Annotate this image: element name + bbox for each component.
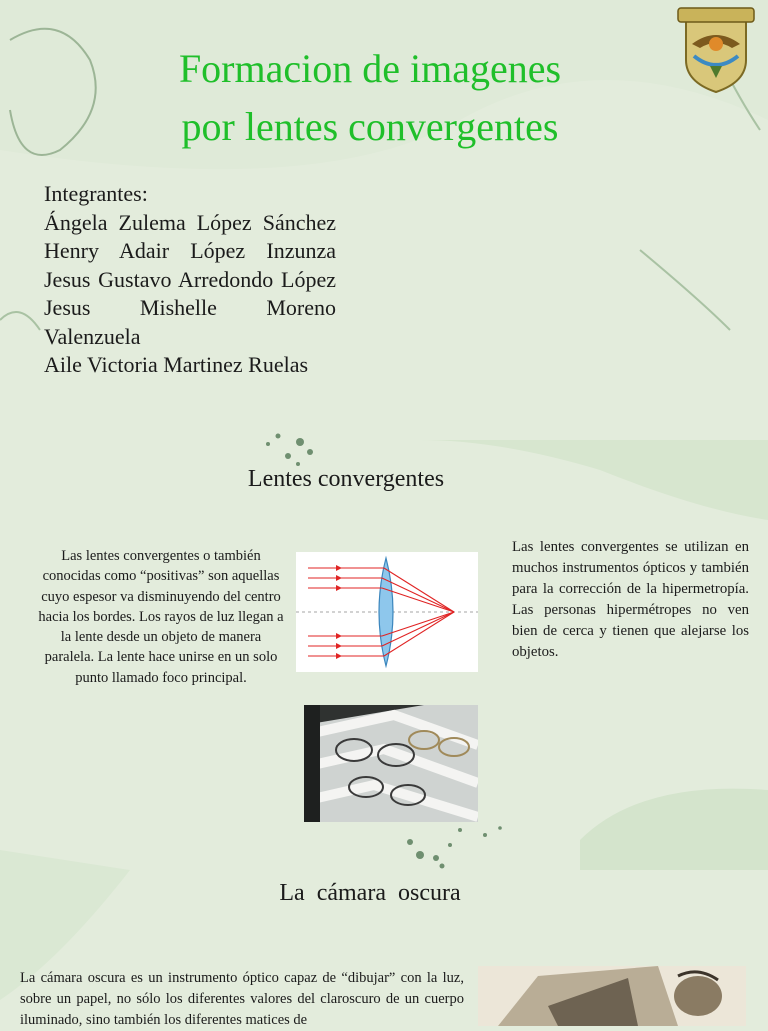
member-name: Henry Adair López Inzunza bbox=[44, 238, 336, 263]
title-line-2: por lentes convergentes bbox=[181, 104, 559, 149]
title-line-1: Formacion de imagenes bbox=[178, 46, 562, 91]
members-heading: Integrantes: bbox=[44, 181, 148, 206]
camera-obscura-illustration bbox=[478, 966, 746, 1026]
section-heading-lentes: Lentes convergentes bbox=[247, 466, 445, 492]
university-crest-icon bbox=[672, 4, 760, 94]
camera-obscura-paragraph: La cámara oscura es un instrumento óptico capaz de “dibujar” con la luz, sobre un papel, no sólo los diferentes valores del claroscuro de un cuerpo iluminado, sino también los diferentes matices de bbox=[20, 970, 464, 1028]
member-name: Ángela Zulema López Sánchez bbox=[44, 209, 336, 235]
converging-lens-diagram bbox=[296, 552, 478, 672]
member-name: Jesus Mishelle Moreno Valenzuela bbox=[44, 295, 336, 349]
section-heading-camara: La cámara oscura bbox=[279, 880, 461, 906]
page-title bbox=[100, 40, 640, 156]
members-list bbox=[44, 180, 336, 380]
lens-description-paragraph: Las lentes convergentes o también conocidas como “positivas” son aquellas cuyo espesor va disminuyendo del centro hacia los bordes. Los rayos de luz llegan a la lente desde un objeto de manera paralela. La lente hace unirse en un solo punto llamado foco principal. bbox=[38, 548, 284, 686]
eyeglasses-display-photo bbox=[304, 705, 478, 822]
member-name: Aile Victoria Martinez Ruelas bbox=[44, 352, 309, 377]
member-name: Jesus Gustavo Arredondo López bbox=[44, 266, 336, 292]
lens-uses-paragraph: Las lentes convergentes se utilizan en muchos instrumentos ópticos y también para la corrección de la hipermetropía. Las personas hipermétropes no ven bien de cerca y tienen que alejarse los objetos. bbox=[512, 539, 749, 660]
